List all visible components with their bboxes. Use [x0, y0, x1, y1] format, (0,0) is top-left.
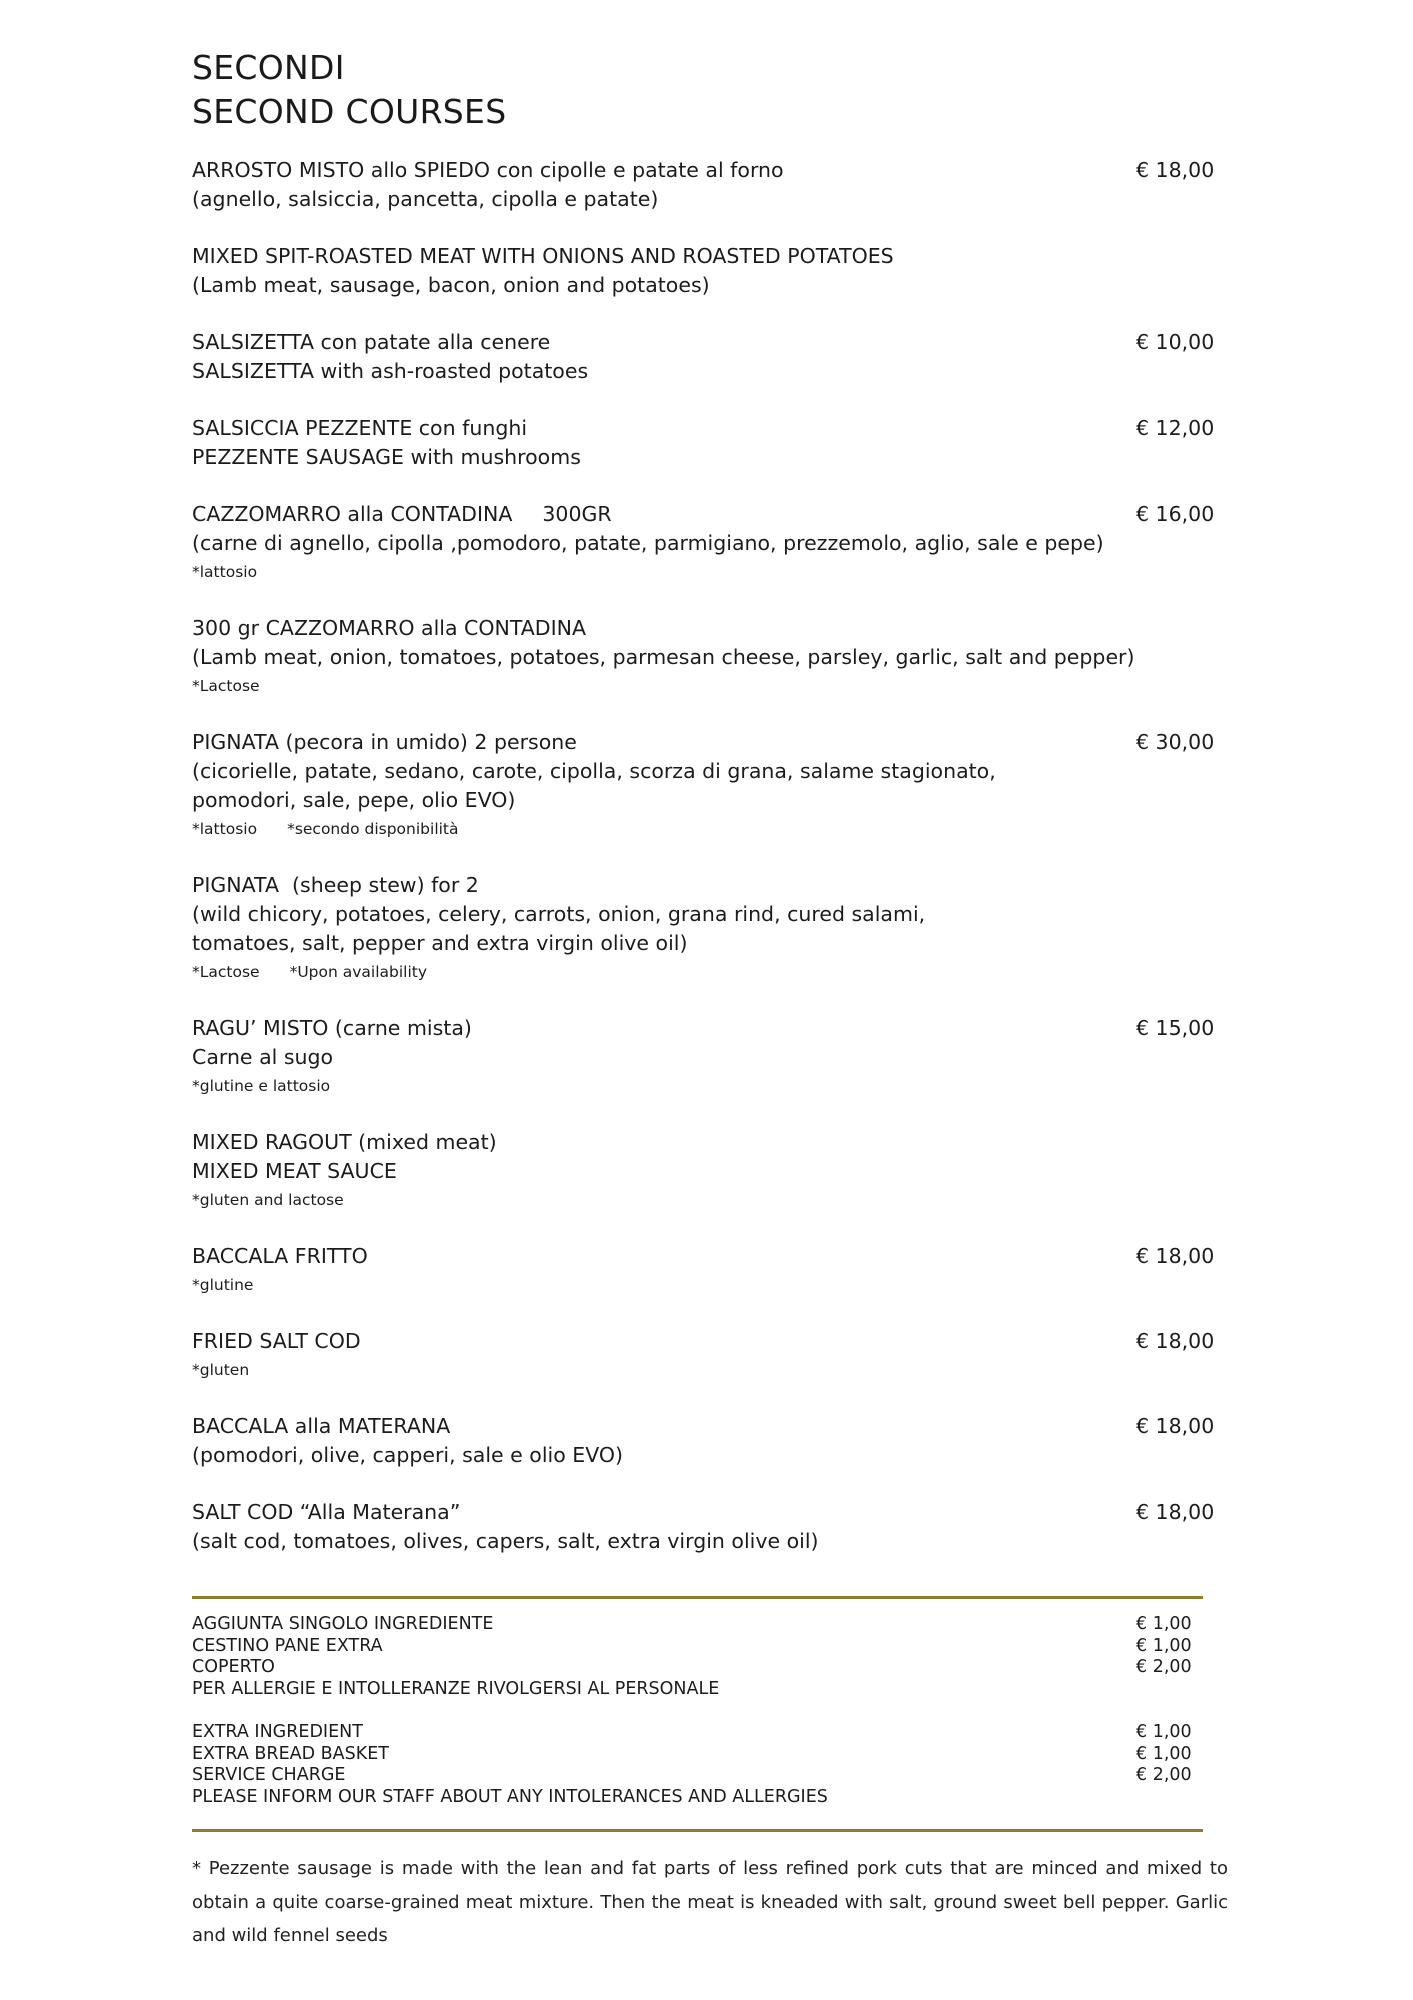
allergy-notice: PLEASE INFORM OUR STAFF ABOUT ANY INTOLERANCES AND ALLERGIES: [192, 1786, 828, 1807]
item-name-row: [192, 500, 1222, 529]
item-name: FRIED SALT COD: [192, 1329, 361, 1353]
menu-item-salsizetta: [192, 328, 1222, 386]
divider-top: [192, 1596, 1203, 1599]
item-price: € 18,00: [1136, 158, 1215, 182]
item-name: ARROSTO MISTO allo SPIEDO con cipolle e patate al forno: [192, 158, 784, 182]
extra-line: AGGIUNTA SINGOLO INGREDIENTE € 1,00: [192, 1614, 1192, 1634]
item-weight: 300GR: [542, 502, 612, 526]
allergen-note: *gluten: [192, 1361, 250, 1379]
item-price: € 18,00: [1136, 1500, 1215, 1524]
item-description: Carne al sugo: [192, 1045, 334, 1069]
item-name: PIGNATA (sheep stew) for 2: [192, 873, 479, 897]
divider-bottom: [192, 1829, 1203, 1832]
item-name: SALT COD “Alla Materana”: [192, 1500, 461, 1524]
menu-item-arrosto-misto: [192, 156, 1222, 214]
allergen-note: *glutine: [192, 1276, 254, 1294]
menu-item-salt-cod-materana: [192, 1498, 1222, 1556]
item-name: CAZZOMARRO alla CONTADINA: [192, 502, 513, 526]
item-description: (Lamb meat, onion, tomatoes, potatoes, parmesan cheese, parsley, garlic, salt and pepper): [192, 645, 1135, 669]
item-price: € 12,00: [1136, 416, 1215, 440]
extra-line: EXTRA BREAD BASKET € 1,00: [192, 1743, 1192, 1764]
menu-item-ragu-misto: [192, 1014, 1222, 1100]
item-name: PIGNATA (pecora in umido) 2 persone: [192, 730, 577, 754]
item-price: € 18,00: [1136, 1329, 1215, 1353]
allergen-note: *lattosio *secondo disponibilità: [192, 820, 459, 838]
extra-line: CESTINO PANE EXTRA € 1,00: [192, 1635, 1192, 1656]
item-name: RAGU’ MISTO (carne mista): [192, 1016, 472, 1040]
item-name-english: PEZZENTE SAUSAGE with mushrooms: [192, 445, 581, 469]
menu-item-cazzomarro: [192, 500, 1222, 586]
item-description: (cicorielle, patate, sedano, carote, cipolla, scorza di grana, salame stagionato,: [192, 759, 996, 783]
item-description: pomodori, sale, pepe, olio EVO): [192, 788, 516, 812]
allergen-note: *glutine e lattosio: [192, 1077, 331, 1095]
menu-item-mixed-ragout: [192, 1128, 1222, 1214]
allergen-note: *Lactose: [192, 677, 260, 695]
item-name: MIXED SPIT-ROASTED MEAT WITH ONIONS AND ROASTED POTATOES: [192, 244, 894, 268]
allergen-note: *gluten and lactose: [192, 1191, 344, 1209]
item-price: € 10,00: [1136, 330, 1215, 354]
item-name: SALSIZETTA con patate alla cenere: [192, 330, 551, 354]
item-description: MIXED MEAT SAUCE: [192, 1159, 397, 1183]
item-name: BACCALA FRITTO: [192, 1244, 368, 1268]
item-description: tomatoes, salt, pepper and extra virgin olive oil): [192, 931, 688, 955]
item-name: BACCALA alla MATERANA: [192, 1414, 451, 1438]
allergen-note: *Lactose *Upon availability: [192, 963, 428, 981]
menu-item-baccala-materana: [192, 1412, 1222, 1470]
title-english: SECOND COURSES: [192, 92, 507, 131]
item-price: € 18,00: [1136, 1414, 1215, 1438]
menu-items: [192, 156, 1222, 1584]
menu-item-fried-salt-cod: [192, 1327, 1222, 1384]
page-title: [192, 46, 506, 134]
menu-item-cazzomarro-english: [192, 614, 1222, 700]
menu-item-pignata: [192, 728, 1222, 843]
menu-item-mixed-spit-roasted: [192, 242, 1222, 300]
extra-line: EXTRA INGREDIENT € 1,00: [192, 1722, 1192, 1742]
extra-line: SERVICE CHARGE € 2,00: [192, 1765, 1192, 1785]
menu-item-baccala-fritto: [192, 1242, 1222, 1299]
item-description: (salt cod, tomatoes, olives, capers, salt, extra virgin olive oil): [192, 1529, 819, 1553]
item-price: € 16,00: [1136, 502, 1215, 526]
item-name: SALSICCIA PEZZENTE con funghi: [192, 416, 528, 440]
extra-line: COPERTO € 2,00: [192, 1657, 1192, 1677]
item-name: 300 gr CAZZOMARRO alla CONTADINA: [192, 616, 586, 640]
item-price: € 15,00: [1136, 1016, 1215, 1040]
extras-italian: [192, 1614, 1202, 1700]
title-italian: SECONDI: [192, 48, 345, 87]
item-price: € 30,00: [1136, 730, 1215, 754]
item-name-english: SALSIZETTA with ash-roasted potatoes: [192, 359, 589, 383]
extras-english: [192, 1722, 1202, 1808]
item-description: (agnello, salsiccia, pancetta, cipolla e patate): [192, 187, 659, 211]
allergen-note: *lattosio: [192, 563, 258, 581]
allergy-notice: PER ALLERGIE E INTOLLERANZE RIVOLGERSI AL PERSONALE: [192, 1678, 720, 1699]
item-name: MIXED RAGOUT (mixed meat): [192, 1130, 497, 1154]
menu-item-salsiccia-pezzente: [192, 414, 1222, 472]
item-price: € 18,00: [1136, 1244, 1215, 1268]
menu-item-pignata-english: [192, 871, 1222, 986]
item-description: (wild chicory, potatoes, celery, carrots, onion, grana rind, cured salami,: [192, 902, 926, 926]
item-description: (Lamb meat, sausage, bacon, onion and potatoes): [192, 273, 710, 297]
item-description: (carne di agnello, cipolla ,pomodoro, patate, parmigiano, prezzemolo, aglio, sale e pepe): [192, 531, 1104, 555]
footnote-pezzente: * Pezzente sausage is made with the lean and fat parts of less refined pork cuts that are minced and mixed to obtain a quite coarse-grained meat mixture. Then the meat is kneaded with salt, ground sweet bell pepper. Garlic and wild fennel seeds: [192, 1858, 1228, 1946]
item-description: (pomodori, olive, capperi, sale e olio EVO): [192, 1443, 624, 1467]
